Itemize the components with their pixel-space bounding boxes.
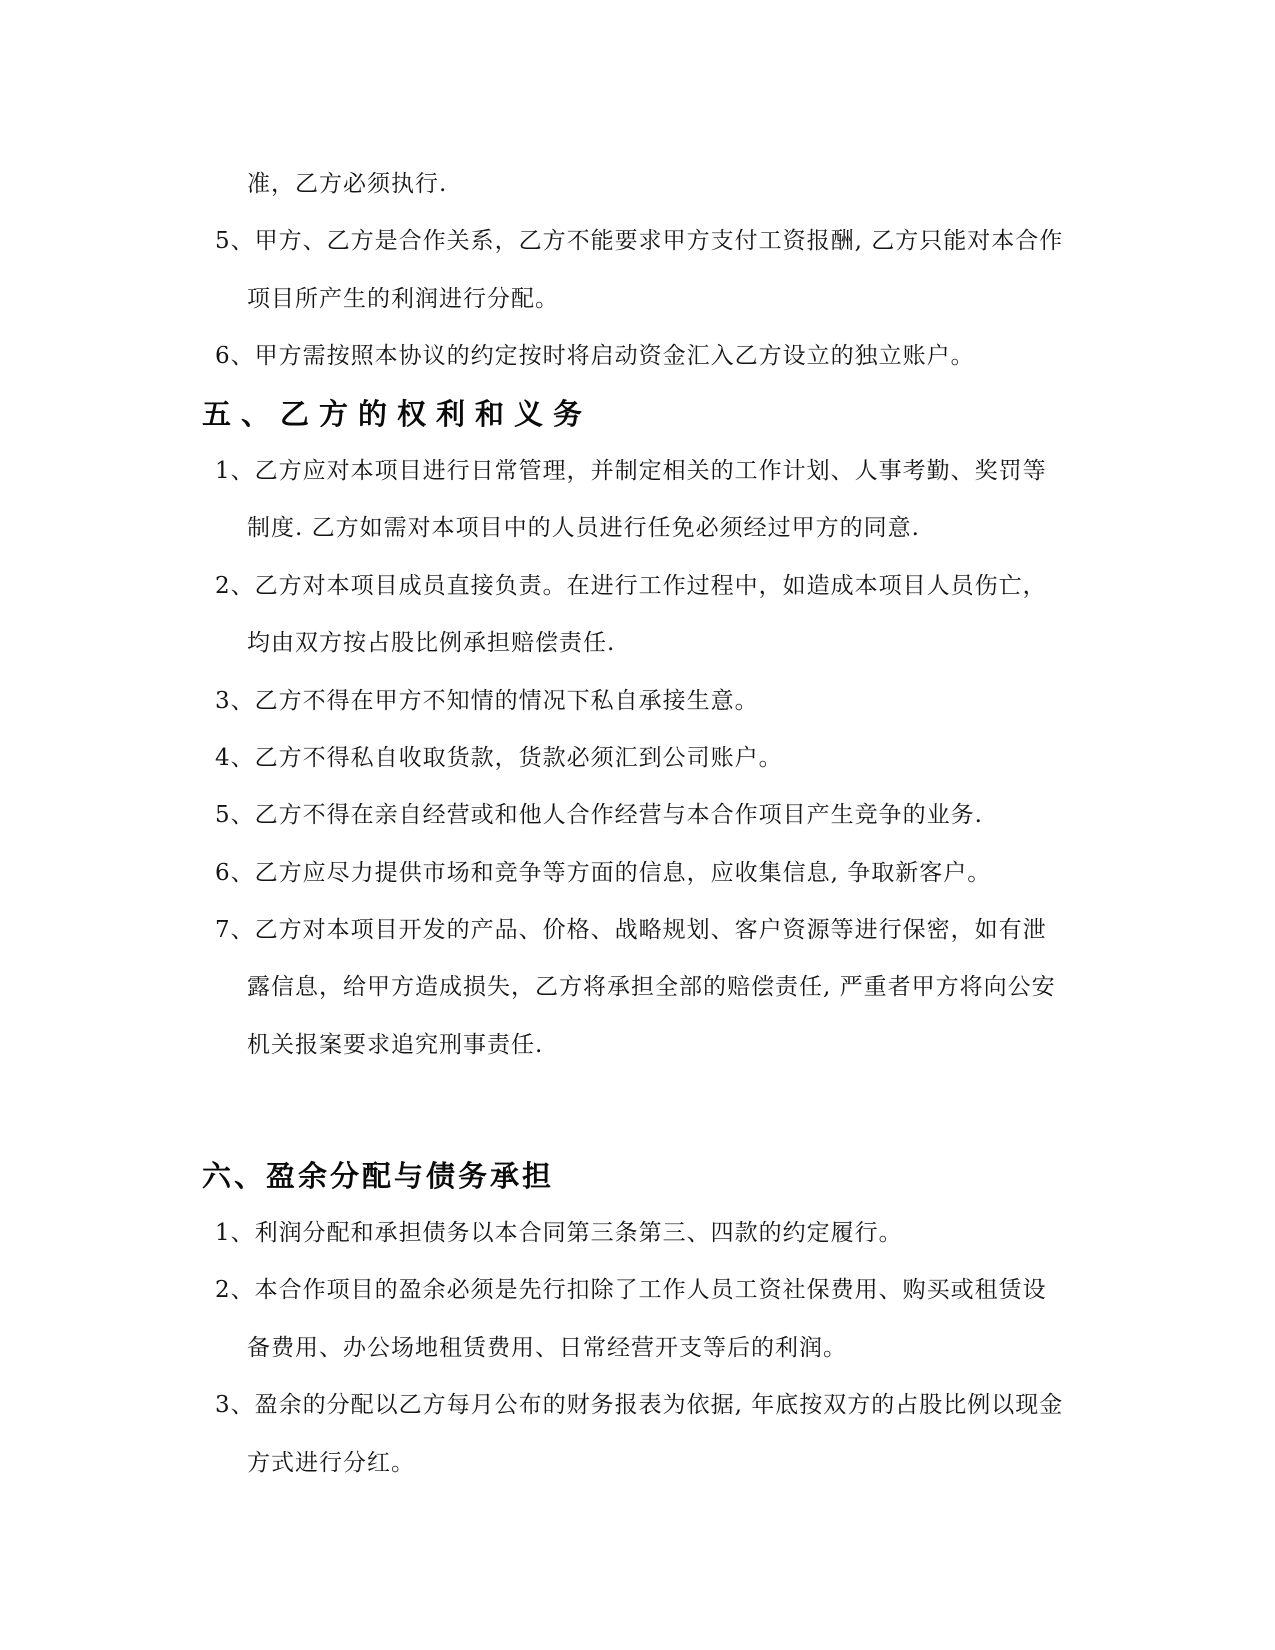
text-line: 备费用、办公场地租赁费用、日常经营开支等后的利润。 — [247, 1334, 847, 1361]
text-line: 方式进行分红。 — [247, 1449, 415, 1476]
section-heading: 五、乙方的权利和义务 — [202, 396, 593, 431]
blank-line — [0, 1074, 1275, 1131]
list-item-line: 1、利润分配和承担债务以本合同第三条第三、四款的约定履行。 — [215, 1220, 903, 1247]
text-line: 机关报案要求追究刑事责任. — [247, 1031, 544, 1058]
text-line: 项目所产生的利润进行分配。 — [247, 285, 559, 312]
list-item-line: 3、乙方不得在甲方不知情的情况下私自承接生意。 — [215, 687, 759, 714]
text-line: 准，乙方必须执行. — [247, 171, 448, 197]
list-item-line: 4、乙方不得私自收取货款，货款必须汇到公司账户。 — [215, 744, 783, 771]
text-line: 均由双方按占股比例承担赔偿责任. — [247, 630, 616, 657]
list-item-line: 3、盈余的分配以乙方每月公布的财务报表为依据, 年底按双方的占股比例以现金 — [215, 1392, 1064, 1419]
list-item-line: 6、甲方需按照本协议的约定按时将启动资金汇入乙方设立的独立账户。 — [215, 343, 975, 370]
text-line: 露信息，给甲方造成损失，乙方将承担全部的赔偿责任, 严重者甲方将向公安 — [247, 974, 1056, 1001]
text-line: 制度. 乙方如需对本项目中的人员进行任免必须经过甲方的同意. — [247, 515, 920, 542]
list-item-line: 1、乙方应对本项目进行日常管理，并制定相关的工作计划、人事考勤、奖罚等 — [215, 457, 1047, 484]
document-body — [0, 156, 1275, 1492]
list-item-line: 5、乙方不得在亲自经营或和他人合作经营与本合作项目产生竞争的业务. — [215, 802, 983, 829]
list-item-line: 6、乙方应尽力提供市场和竞争等方面的信息，应收集信息, 争取新客户。 — [215, 859, 992, 886]
section-heading: 六、盈余分配与债务承担 — [202, 1158, 555, 1193]
list-item-line: 5、甲方、乙方是合作关系，乙方不能要求甲方支付工资报酬, 乙方只能对本合作 — [215, 228, 1064, 255]
list-item-line: 2、本合作项目的盈余必须是先行扣除了工作人员工资社保费用、购买或租赁设 — [215, 1277, 1047, 1304]
list-item-line: 7、乙方对本项目开发的产品、价格、战略规划、客户资源等进行保密，如有泄 — [215, 917, 1047, 944]
list-item-line: 2、乙方对本项目成员直接负责。在进行工作过程中，如造成本项目人员伤亡， — [215, 572, 1047, 599]
